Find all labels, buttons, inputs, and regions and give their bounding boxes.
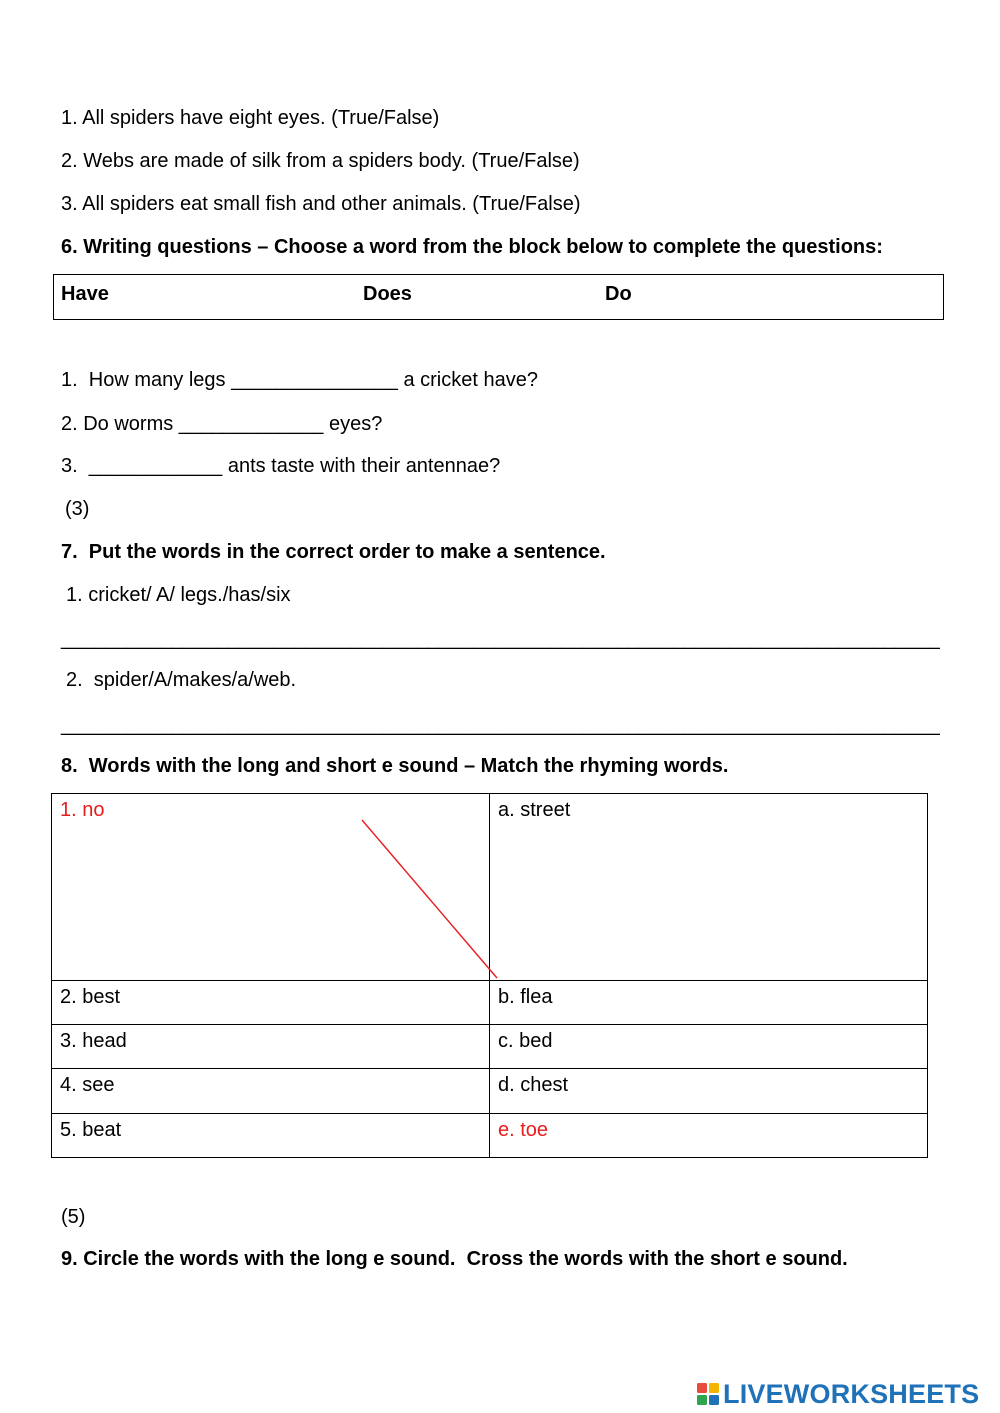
table-row [52,981,928,1025]
match-right-e[interactable]: e. toe [490,1114,928,1158]
match-left-1[interactable]: 1. no [52,794,490,981]
match-right-b[interactable]: b. flea [490,981,928,1025]
matching-table [51,793,928,1158]
word-block-item-does: Does [363,283,412,305]
match-left-3[interactable]: 3. head [52,1025,490,1069]
word-block [53,274,944,320]
word-block-item-do: Do [605,283,632,305]
liveworksheets-logo-icon [697,1383,719,1405]
section8-marks: (5) [61,1206,86,1228]
section7-prompt-2: 2. spider/A/makes/a/web. [66,669,297,691]
liveworksheets-logo [697,1377,979,1411]
match-right-d[interactable]: d. chest [490,1069,928,1114]
section6-question-1[interactable]: 1. How many legs _______________ a cricket have? [61,369,538,391]
true-false-question-3: 3. All spiders eat small fish and other animals. (True/False) [61,193,581,215]
section9-heading: 9. Circle the words with the long e sound. Cross the words with the short e sound. [61,1248,848,1270]
section6-question-3[interactable]: 3. ____________ ants taste with their antennae? [61,455,501,477]
match-left-4[interactable]: 4. see [52,1069,490,1114]
true-false-question-2: 2. Webs are made of silk from a spiders body. (True/False) [61,150,580,172]
table-row [52,1069,928,1114]
logo-text: LIVEWORKSHEETS [723,1378,980,1409]
match-right-c[interactable]: c. bed [490,1025,928,1069]
section6-question-2[interactable]: 2. Do worms _____________ eyes? [61,413,383,435]
section6-marks: (3) [65,498,90,520]
word-block-item-have: Have [61,283,109,305]
match-left-2[interactable]: 2. best [52,981,490,1025]
section7-heading: 7. Put the words in the correct order to make a sentence. [61,541,606,563]
table-row [52,1114,928,1158]
section7-answer-line-2[interactable]: _______________________________________________________________________________ [61,714,940,736]
match-left-5[interactable]: 5. beat [52,1114,490,1158]
table-row [52,794,928,981]
section8-heading: 8. Words with the long and short e sound – Match the rhyming words. [61,755,729,777]
true-false-question-1: 1. All spiders have eight eyes. (True/False) [61,107,440,129]
section6-heading: 6. Writing questions – Choose a word from the block below to complete the questions: [61,236,883,258]
table-row [52,1025,928,1069]
match-right-a[interactable]: a. street [490,794,928,981]
section7-answer-line-1[interactable]: _______________________________________________________________________________ [61,628,940,650]
section7-prompt-1: 1. cricket/ A/ legs./has/six [66,584,291,606]
